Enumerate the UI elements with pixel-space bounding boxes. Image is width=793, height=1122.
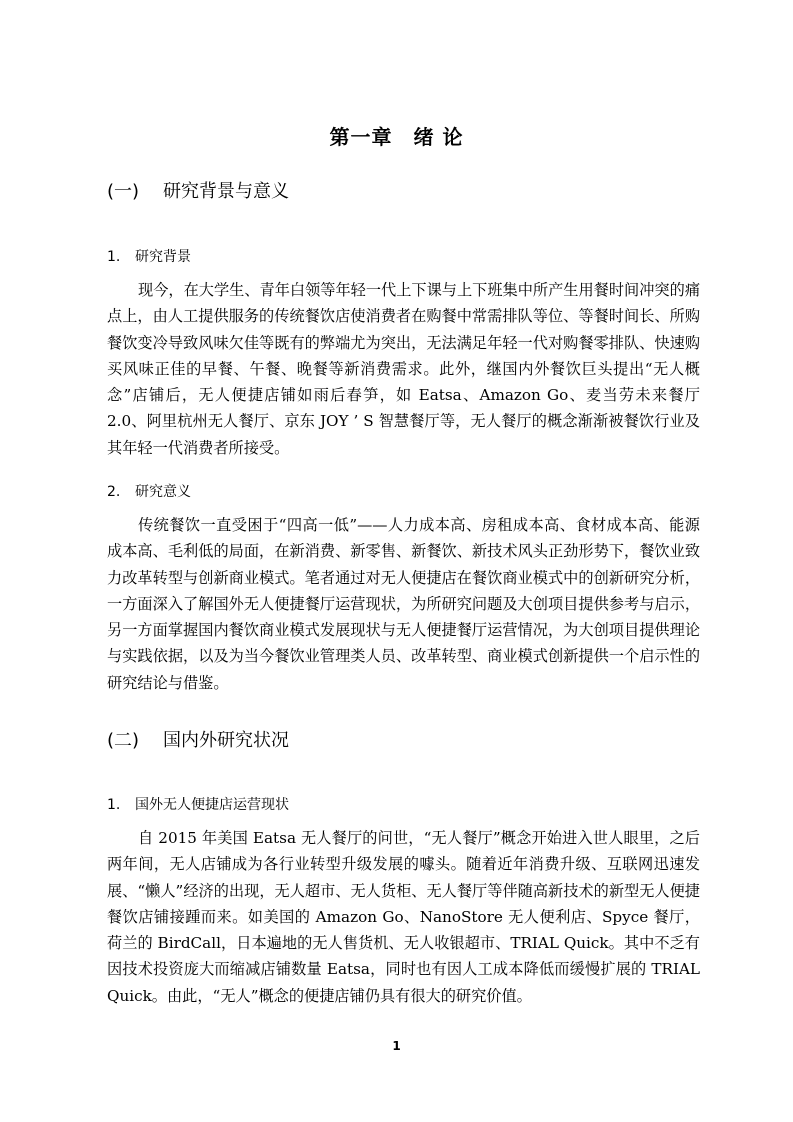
subsection-title: 研究背景: [135, 249, 191, 265]
subsection-heading-1-2: [107, 481, 191, 501]
subsection-number: 2.: [107, 484, 121, 500]
section-heading-2: [107, 726, 289, 752]
paragraph-foreign-status: 自 2015 年美国 Eatsa 无人餐厅的问世，“无人餐厅”概念开始进入世人眼里，之后两年间，无人店铺成为各行业转型升级发展的噱头。随着近年消费升级、互联网迅速发展、“懒人”经济的出现，无人超市、无人货柜、无人餐厅等伴随高新技术的新型无人便捷餐饮店铺接踵而来。如美国的 Amazon Go、NanoStore 无人便利店、Spyce 餐厅，荷兰的 BirdCall，日本遍地的无人售货机、无人收银超市、TRIAL Quick。其中不乏有因技术投资庞大而缩减店铺数量 Eatsa，同时也有因人工成本降低而缓慢扩展的 TRIAL Quick。由此，“无人”概念的便捷店铺仍具有很大的研究价值。: [107, 829, 700, 1005]
chapter-title: 第一章 绪 论: [329, 125, 464, 149]
section-number: (一): [107, 181, 140, 202]
paragraph-research-background: 现今，在大学生、青年白领等年轻一代上下课与上下班集中所产生用餐时间冲突的痛点上，由人工提供服务的传统餐饮店使消费者在购餐中常需排队等位、等餐时间长、所购餐饮变冷导致风味欠佳等既有的弊端尤为突出，无法满足年轻一代对购餐零排队、快速购买风味正佳的早餐、午餐、晚餐等新消费需求。此外，继国内外餐饮巨头提出“无人概念”店铺后，无人便捷店铺如雨后春笋，如 Eatsa、Amazon Go、麦当劳未来餐厅 2.0、阿里杭州无人餐厅、京东 JOY ’ S 智慧餐厅等，无人餐厅的概念渐渐被餐饮行业及其年轻一代消费者所接受。: [107, 281, 700, 457]
subsection-number: 1.: [107, 797, 121, 813]
subsection-title: 国外无人便捷店运营现状: [135, 797, 289, 813]
subsection-title: 研究意义: [135, 484, 191, 500]
subsection-heading-2-1: [107, 794, 289, 814]
page-number: 1: [392, 1039, 401, 1053]
section-heading-1: [107, 177, 289, 203]
section-number: (二): [107, 730, 140, 751]
paragraph-research-significance: 传统餐饮一直受困于“四高一低”——人力成本高、房租成本高、食材成本高、能源成本高、毛利低的局面，在新消费、新零售、新餐饮、新技术风头正劲形势下，餐饮业致力改革转型与创新商业模式。笔者通过对无人便捷店在餐饮商业模式中的创新研究分析，一方面深入了解国外无人便捷餐厅运营现状，为所研究问题及大创项目提供参考与启示，另一方面掌握国内餐饮商业模式发展现状与无人便捷餐厅运营情况，为大创项目提供理论与实践依据，以及为当今餐饮业管理类人员、改革转型、商业模式创新提供一个启示性的研究结论与借鉴。: [107, 516, 700, 692]
subsection-number: 1.: [107, 249, 121, 265]
subsection-heading-1-1: [107, 246, 191, 266]
section-title: 研究背景与意义: [163, 181, 289, 202]
section-title: 国内外研究状况: [163, 730, 289, 751]
